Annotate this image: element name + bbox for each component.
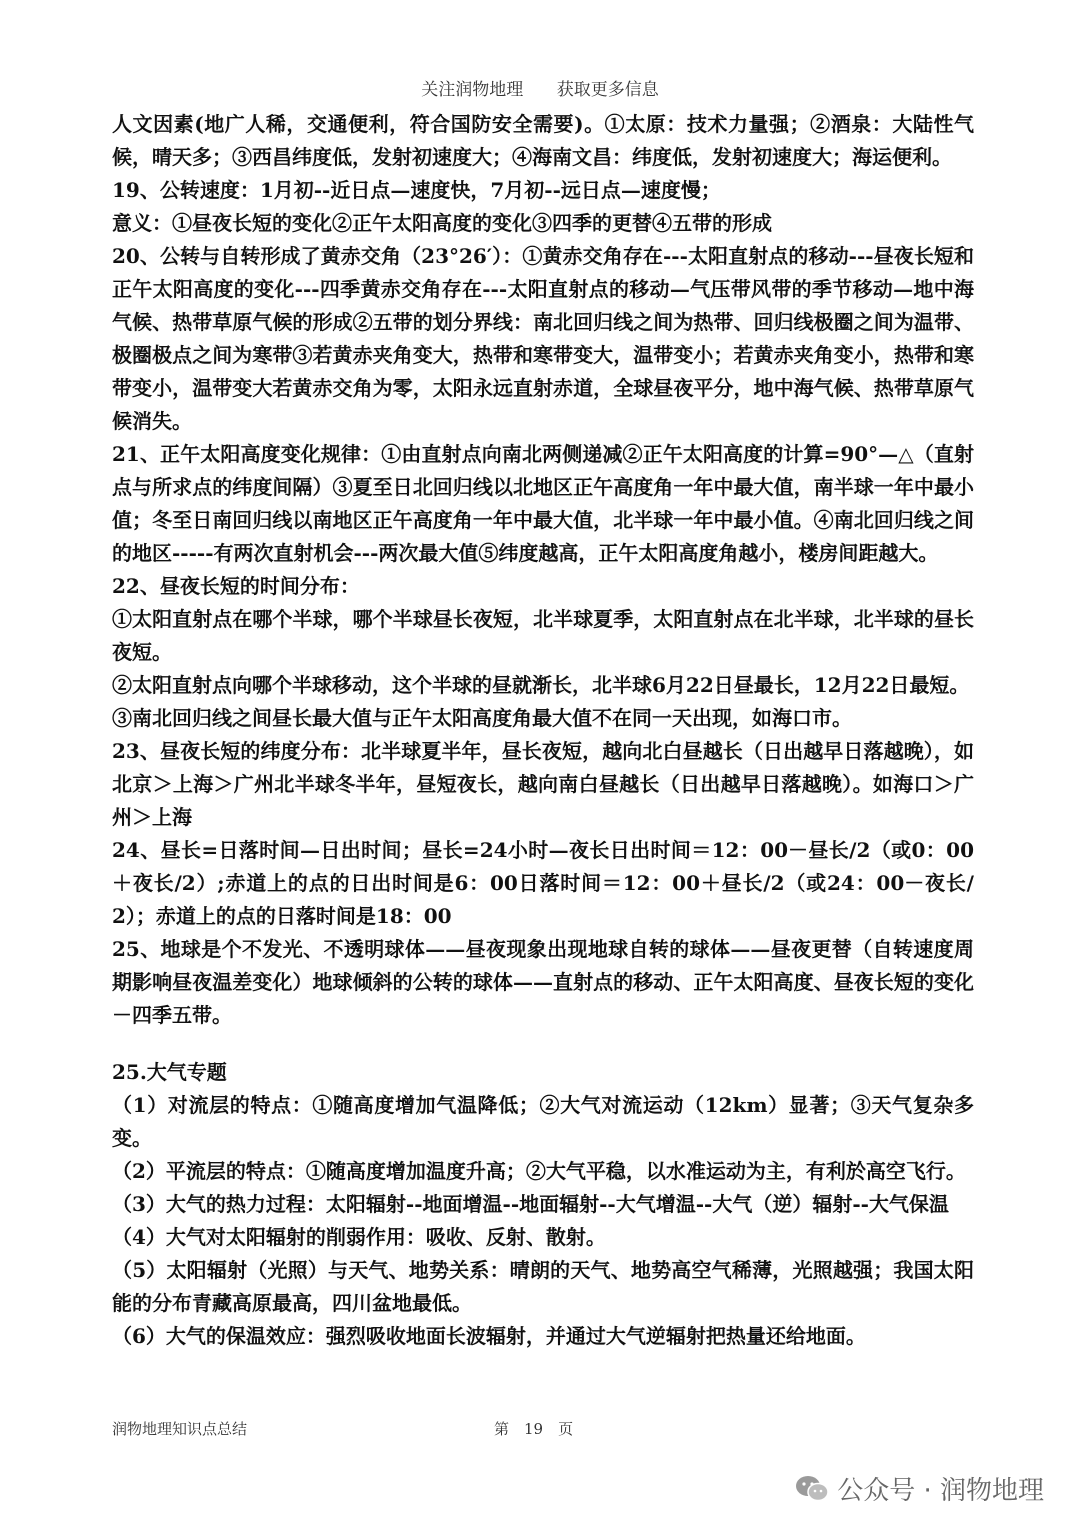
paragraph: （2）平流层的特点：①随高度增加温度升高；②大气平稳，以水准运动为主，有利於高空飞行。 [112, 1159, 966, 1183]
section-gap [112, 1032, 974, 1056]
paragraph: ③南北回归线之间昼长最大值与正午太阳高度角最大值不在同一天出现，如海口市。 [112, 706, 852, 730]
paragraph: （3）大气的热力过程：太阳辐射--地面增温--地面辐射--大气增温--大气（逆）辐射--大气保温 [112, 1192, 949, 1216]
paragraph: （6）大气的保温效应：强烈吸收地面长波辐射，并通过大气逆辐射把热量还给地面。 [112, 1324, 866, 1348]
page-number: 第 19 页 [494, 1420, 574, 1438]
watermark-text: 公众号 · 润物地理 [837, 1476, 1044, 1506]
paragraph: ②太阳直射点向哪个半球移动，这个半球的昼就渐长，北半球6月22日昼最长，12月22日最短。 [112, 673, 970, 697]
paragraph: ①太阳直射点在哪个半球，哪个半球昼长夜短，北半球夏季，太阳直射点在北半球，北半球的昼长夜短。 [112, 607, 974, 664]
paragraph: 25、地球是个不发光、不透明球体——昼夜现象出现地球自转的球体——昼夜更替（自转速度周期影响昼夜温差变化）地球倾斜的公转的球体——直射点的移动、正午太阳高度、昼夜长短的变化－四季五带。 [112, 937, 974, 1027]
paragraph: 22、昼夜长短的时间分布： [112, 574, 360, 598]
paragraph: 19、公转速度：1月初--近日点—速度快，7月初--远日点—速度慢； [112, 178, 721, 202]
paragraph: 23、昼夜长短的纬度分布：北半球夏半年，昼长夜短，越向北白昼越长（日出越早日落越晚），如北京＞上海＞广州北半球冬半年，昼短夜长，越向南白昼越长（日出越早日落越晚）。如海口＞广州＞上海 [112, 739, 974, 829]
paragraph: 人文因素(地广人稀，交通便利，符合国防安全需要)。①太原：技术力量强；②酒泉：大陆性气候，晴天多；③西昌纬度低，发射初速度大；④海南文昌：纬度低，发射初速度大；海运便利。 [112, 112, 974, 169]
section-title: 25.大气专题 [112, 1060, 227, 1084]
document-body [112, 108, 974, 1353]
paragraph: （4）大气对太阳辐射的削弱作用：吸收、反射、散射。 [112, 1225, 606, 1249]
paragraph: 意义：①昼夜长短的变化②正午太阳高度的变化③四季的更替④五带的形成 [112, 211, 772, 235]
footer-doc-title: 润物地理知识点总结 [112, 1420, 248, 1438]
header-follow-text: 关注润物地理 [421, 80, 524, 100]
paragraph: 20、公转与自转形成了黄赤交角（23°26′）：①黄赤交角存在---太阳直射点的移动---昼夜长短和正午太阳高度的变化---四季黄赤交角存在---太阳直射点的移动—气压带风带的季节移动—地中海气候、热带草原气候的形成②五带的划分界线：南北回归线之间为热带、回归线极圈之间为温带、极圈极点之间为寒带③若黄赤夹角变大，热带和寒带变大，温带变小；若黄赤夹角变小，热带和寒带变小，温带变大若黄赤交角为零，太阳永远直射赤道，全球昼夜平分，地中海气候、热带草原气候消失。 [112, 244, 974, 433]
paragraph: （1）对流层的特点：①随高度增加气温降低；②大气对流运动（12km）显著；③天气复杂多变。 [112, 1093, 974, 1150]
wechat-watermark [795, 1470, 1044, 1507]
paragraph: （5）太阳辐射（光照）与天气、地势关系：晴朗的天气、地势高空气稀薄，光照越强；我国太阳能的分布青藏高原最高，四川盆地最低。 [112, 1258, 974, 1315]
page-header [0, 78, 1080, 102]
wechat-icon [795, 1475, 829, 1503]
header-info-text: 获取更多信息 [556, 80, 659, 100]
paragraph: 21、正午太阳高度变化规律：①由直射点向南北两侧递减②正午太阳高度的计算=90°—△（直射点与所求点的纬度间隔）③夏至日北回归线以北地区正午高度角一年中最大值，南半球一年中最小值；冬至日南回归线以南地区正午高度角一年中最大值，北半球一年中最小值。④南北回归线之间的地区-----有两次直射机会---两次最大值⑤纬度越高，正午太阳高度角越小，楼房间距越大。 [112, 442, 974, 565]
paragraph: 24、昼长=日落时间—日出时间；昼长=24小时—夜长日出时间＝12：00－昼长/2（或0：00＋夜长/2）;赤道上的点的日出时间是6：00日落时间＝12：00＋昼长/2（或24：00－夜长/2）；赤道上的点的日落时间是18：00 [112, 838, 974, 928]
